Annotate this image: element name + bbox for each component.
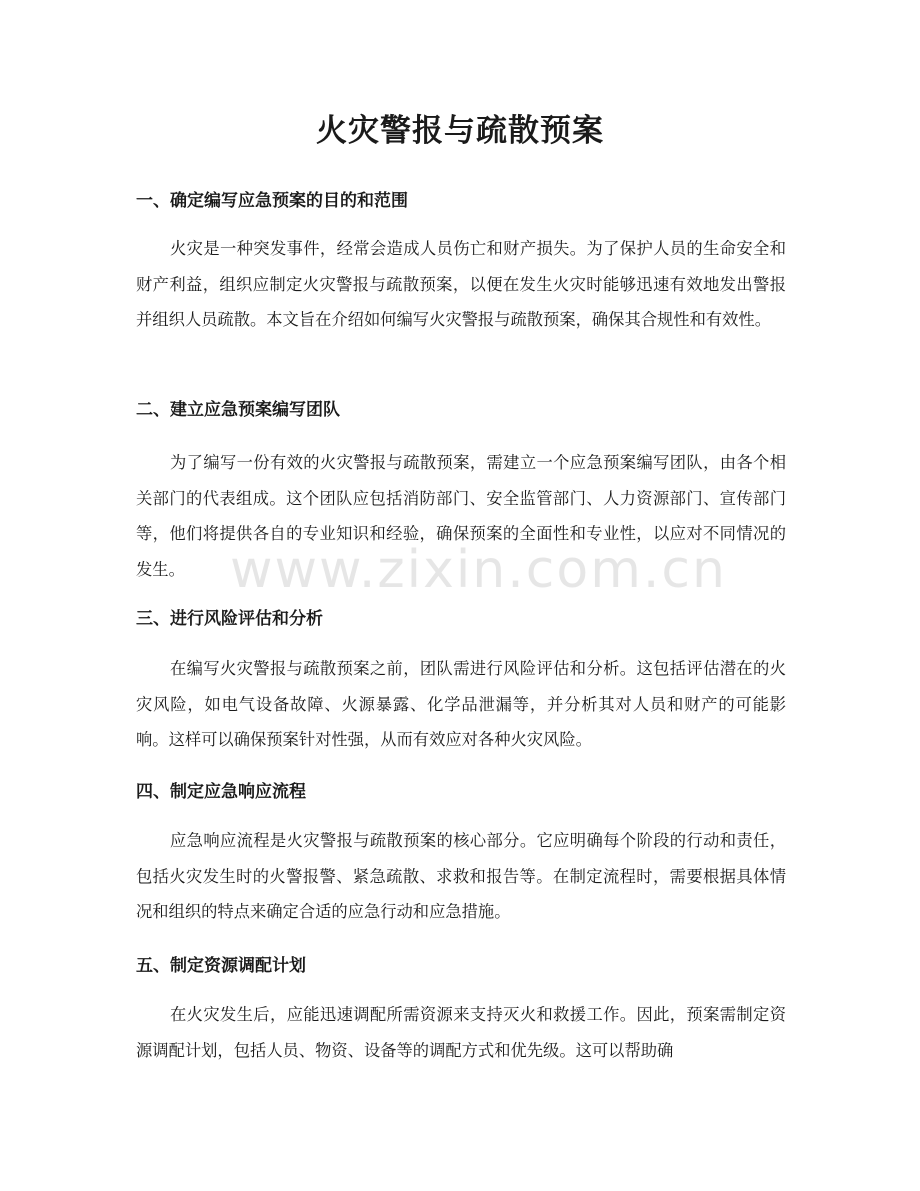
section-heading-3: 三、进行风险评估和分析 [136,609,323,629]
section-body-2: 为了编写一份有效的火灾警报与疏散预案，需建立一个应急预案编写团队，由各个相关部门的代表组成。这个团队应包括消防部门、安全监管部门、人力资源部门、宣传部门等，他们将提供各自的专业知识和经验，确保预案的全面性和专业性，以应对不同情况的发生。 [136,453,786,579]
section-body-5: 在火灾发生后，应能迅速调配所需资源来支持灭火和救援工作。因此，预案需制定资源调配计划，包括人员、物资、设备等的调配方式和优先级。这可以帮助确 [136,1005,786,1060]
watermark-text: www.zixin.com.cn [230,540,727,600]
section-body-4: 应急响应流程是火灾警报与疏散预案的核心部分。它应明确每个阶段的行动和责任，包括火灾发生时的火警报警、紧急疏散、求救和报告等。在制定流程时，需要根据具体情况和组织的特点来确定合适的应急行动和应急措施。 [136,831,786,922]
section-heading-1: 一、确定编写应急预案的目的和范围 [136,191,408,211]
section-heading-2: 二、建立应急预案编写团队 [136,400,340,420]
section-body-3: 在编写火灾警报与疏散预案之前，团队需进行风险评估和分析。这包括评估潜在的火灾风险，如电气设备故障、火源暴露、化学品泄漏等，并分析其对人员和财产的可能影响。这样可以确保预案针对性强，从而有效应对各种火灾风险。 [136,659,786,750]
section-heading-5: 五、制定资源调配计划 [136,956,306,976]
section-heading-4: 四、制定应急响应流程 [136,782,306,802]
document-title: 火灾警报与疏散预案 [316,113,604,149]
section-body-1: 火灾是一种突发事件，经常会造成人员伤亡和财产损失。为了保护人员的生命安全和财产利益，组织应制定火灾警报与疏散预案，以便在发生火灾时能够迅速有效地发出警报并组织人员疏散。本文旨在介绍如何编写火灾警报与疏散预案，确保其合规性和有效性。 [136,239,786,330]
